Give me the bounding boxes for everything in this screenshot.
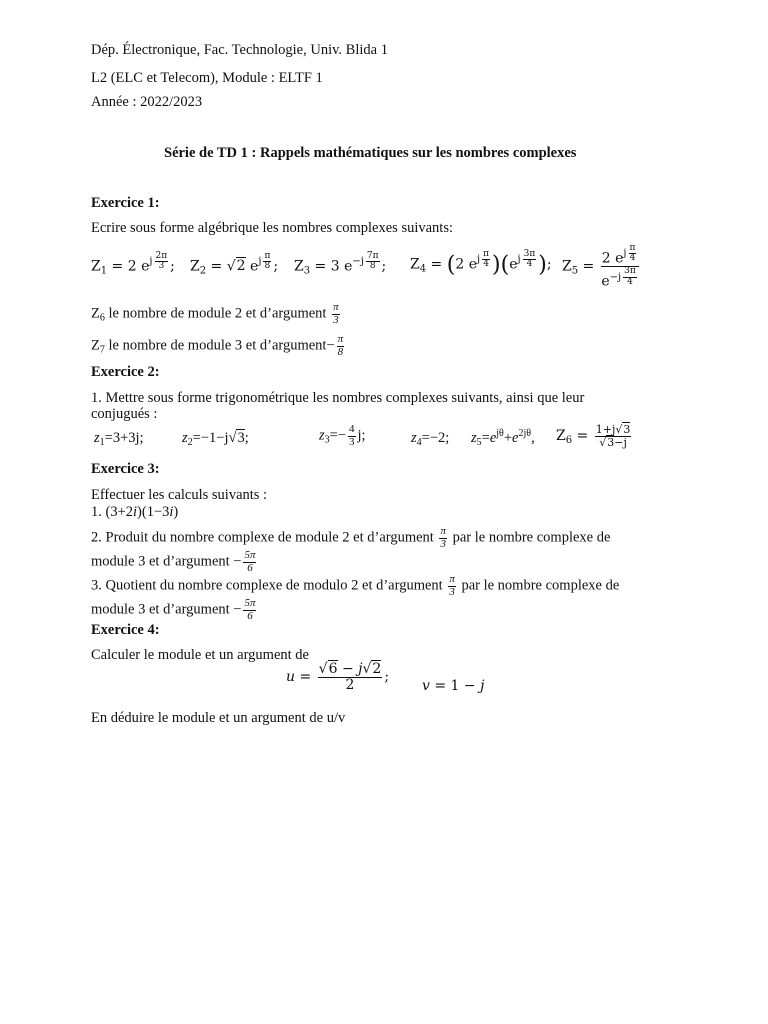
exercise-2-heading: Exercice 2: bbox=[91, 364, 160, 380]
header-class: L2 (ELC et Telecom), Module : ELTF 1 bbox=[91, 70, 323, 86]
item-3-text-b: par le nombre complexe de bbox=[457, 577, 620, 594]
z6-statement: $Z_6$ le nombre de module 2 et d’argument $\frac{\pi}{3}$ bbox=[91, 301, 339, 326]
exercise-3-item-3-cont: module 3 et d’argument − $\frac{5\pi}{6}$ bbox=[91, 597, 256, 622]
u-expression: u = $\frac{√6 - j√2}{2}$ ; bbox=[286, 661, 390, 693]
item-1-number: 1. bbox=[91, 504, 106, 520]
z7-text: le nombre de module 3 et d’argument bbox=[104, 337, 327, 354]
v-expression: v = 1 − j bbox=[422, 678, 485, 694]
z6-text: le nombre de module 2 et d’argument bbox=[104, 305, 331, 322]
header-year: Année : 2022/2023 bbox=[91, 94, 203, 110]
header-institution: Dép. Électronique, Fac. Technologie, Univ. Blida 1 bbox=[91, 42, 388, 58]
z4-expression: $Z_4 = (2$ $e^{j \frac{\pi}{4}}$ )($e^{j \frac{3\pi}{4}}$ ); bbox=[410, 249, 552, 278]
ex2-z3: $z_3=-$ $\frac{4}{3}$ j; bbox=[319, 423, 366, 448]
item-3-text-a: 3. Quotient du nombre complexe de modulo 2 et d’argument bbox=[91, 577, 447, 594]
z3-expression: $Z_3 = 3$ $e^{-j \frac{7\pi}{8}}$ ; bbox=[294, 251, 387, 277]
z5-expression: $Z_5$ = 2 $e^{j \frac{\pi}{4}}$ $e^{-j \frac{3\pi}{4}}$ bbox=[562, 244, 641, 289]
ex2-z4: $z_4=-2$; bbox=[411, 430, 450, 448]
exercise-2-line2: conjugués : bbox=[91, 406, 158, 422]
item-2-text-b: par le nombre complexe de bbox=[448, 529, 611, 546]
z7-statement: $Z_7$ le nombre de module 3 et d’argument− $\frac{\pi}{8}$ bbox=[91, 333, 344, 358]
exercise-4-intro: Calculer le module et un argument de bbox=[91, 647, 309, 663]
exercise-2-line1: 1. Mettre sous forme trigonométrique les nombres complexes suivants, ainsi que leur bbox=[91, 390, 585, 406]
exercise-3-item-2-cont: module 3 et d’argument − $\frac{5\pi}{6}$ bbox=[91, 549, 256, 574]
exercise-3-item-3: 3. Quotient du nombre complexe de modulo 2 et d’argument $\frac{\pi}{3}$ par le nombre complexe de bbox=[91, 573, 620, 598]
ex2-z6: $Z_6$ = $\frac{1+j√3}{√3-j}$ bbox=[556, 423, 631, 449]
exercise-3-item-2: 2. Produit du nombre complexe de module 2 et d’argument $\frac{\pi}{3}$ par le nombre complexe de bbox=[91, 525, 611, 550]
exercise-3-item-1: 1. (3+2i)(1−3i) bbox=[91, 504, 179, 520]
item-3-text-c: module 3 et d’argument bbox=[91, 601, 234, 618]
exercise-4-conclusion: En déduire le module et un argument de u/v bbox=[91, 710, 346, 726]
z1-expression: $Z_1 = 2$ $e^{j \frac{2\pi}{3}}$ ; bbox=[91, 251, 175, 277]
z2-expression: $Z_2 = √2$ $e^{j \frac{\pi}{8}}$ ; bbox=[190, 251, 279, 277]
exercise-4-heading: Exercice 4: bbox=[91, 622, 160, 638]
exercise-3-heading: Exercice 3: bbox=[91, 461, 160, 477]
exercise-1-heading: Exercice 1: bbox=[91, 195, 160, 211]
item-2-text-c: module 3 et d’argument bbox=[91, 553, 234, 570]
ex2-z2: $z_2=-1-j√3$; bbox=[182, 430, 249, 448]
ex2-z5: $z_5=e^{j\theta}+e^{2j\theta}$, bbox=[471, 428, 535, 448]
exercise-1-intro: Ecrire sous forme algébrique les nombres complexes suivants: bbox=[91, 220, 453, 236]
ex2-z1: $z_1=3+3j$; bbox=[94, 430, 144, 448]
exercise-3-intro: Effectuer les calculs suivants : bbox=[91, 487, 268, 503]
item-2-text-a: 2. Produit du nombre complexe de module 2 et d’argument bbox=[91, 529, 438, 546]
document-title: Série de TD 1 : Rappels mathématiques sur les nombres complexes bbox=[164, 145, 577, 161]
